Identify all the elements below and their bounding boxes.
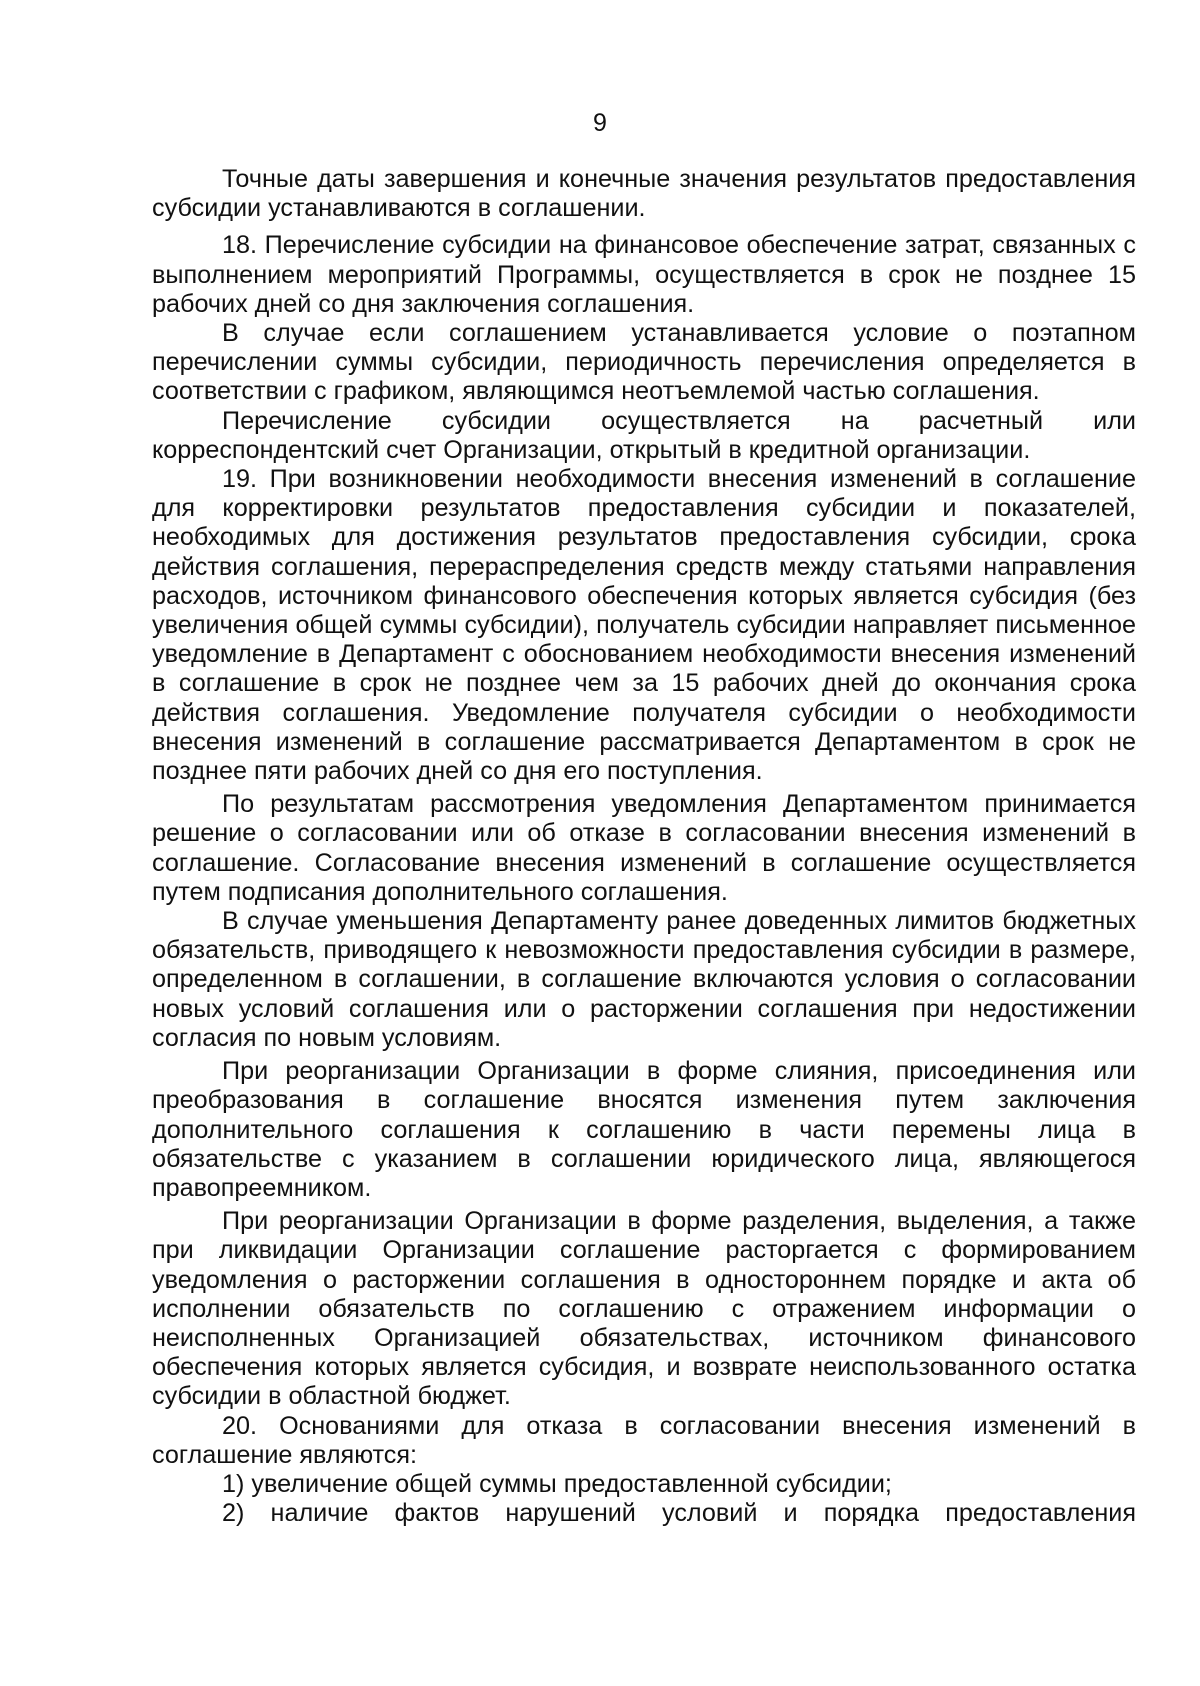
paragraph-review-results: По результатам рассмотрения уведомления Департаментом принимается решение о согласовании или об отказе в согласовании внесения изменений в соглашение. Согласование внесения изменений в соглашение осуществляется путем подписания дополнительного соглашения. — [152, 790, 1136, 906]
paragraph-transfer-account: Перечисление субсидии осуществляется на расчетный или корреспондентский счет Организации, открытый в кредитной организации. — [152, 406, 1136, 464]
paragraph-staged-transfer: В случае если соглашением устанавливается условие о поэтапном перечислении суммы субсидии, периодичность перечисления определяется в соответствии с графиком, являющимся неотъемлемой частью соглашения. — [152, 319, 1136, 406]
paragraph-reorganization-division: При реорганизации Организации в форме разделения, выделения, а также при ликвидации Организации соглашение расторгается с формированием уведомления о расторжении соглашения в одностороннем порядке и акта об исполнении обязательств по соглашению с отражением информации о неисполненных Организацией обязательствах, источником финансового обеспечения которых является субсидия, и возврате неиспользованного остатка субсидии в областной бюджет. — [152, 1207, 1136, 1411]
list-item-2: 2) наличие фактов нарушений условий и порядка предоставления — [222, 1499, 1136, 1528]
list-item-1: 1) увеличение общей суммы предоставленной субсидии; — [222, 1469, 892, 1498]
paragraph-item-18: 18. Перечисление субсидии на финансовое обеспечение затрат, связанных с выполнением мероприятий Программы, осуществляется в срок не позднее 15 рабочих дней со дня заключения соглашения. — [152, 231, 1136, 318]
paragraph-reorganization-merger: При реорганизации Организации в форме слияния, присоединения или преобразования в соглашение вносятся изменения путем заключения дополнительного соглашения к соглашению в части перемены лица в обязательстве с указанием в соглашении юридического лица, являющегося правопреемником. — [152, 1057, 1136, 1202]
paragraph-item-20: 20. Основаниями для отказа в согласовании внесения изменений в соглашение являются: — [152, 1411, 1136, 1469]
page-number: 9 — [593, 109, 607, 137]
document-body — [152, 165, 1136, 1528]
paragraph-limits-reduction: В случае уменьшения Департаменту ранее доведенных лимитов бюджетных обязательств, приводящего к невозможности предоставления субсидии в размере, определенном в соглашении, в соглашение включаются условия о согласовании новых условий соглашения или о расторжении соглашения при недостижении согласия по новым условиям. — [152, 907, 1136, 1052]
paragraph-item-19: 19. При возникновении необходимости внесения изменений в соглашение для корректировки результатов предоставления субсидии и показателей, необходимых для достижения результатов предоставления субсидии, срока действия соглашения, перераспределения средств между статьями направления расходов, источником финансового обеспечения которых является субсидия (без увеличения общей суммы субсидии), получатель субсидии направляет письменное уведомление в Департамент с обоснованием необходимости внесения изменений в соглашение в срок не позднее чем за 15 рабочих дней до окончания срока действия соглашения. Уведомление получателя субсидии о необходимости внесения изменений в соглашение рассматривается Департаментом в срок не позднее пяти рабочих дней со дня его поступления. — [152, 465, 1136, 786]
paragraph-completion-dates: Точные даты завершения и конечные значения результатов предоставления субсидии устанавливаются в соглашении. — [152, 165, 1136, 223]
